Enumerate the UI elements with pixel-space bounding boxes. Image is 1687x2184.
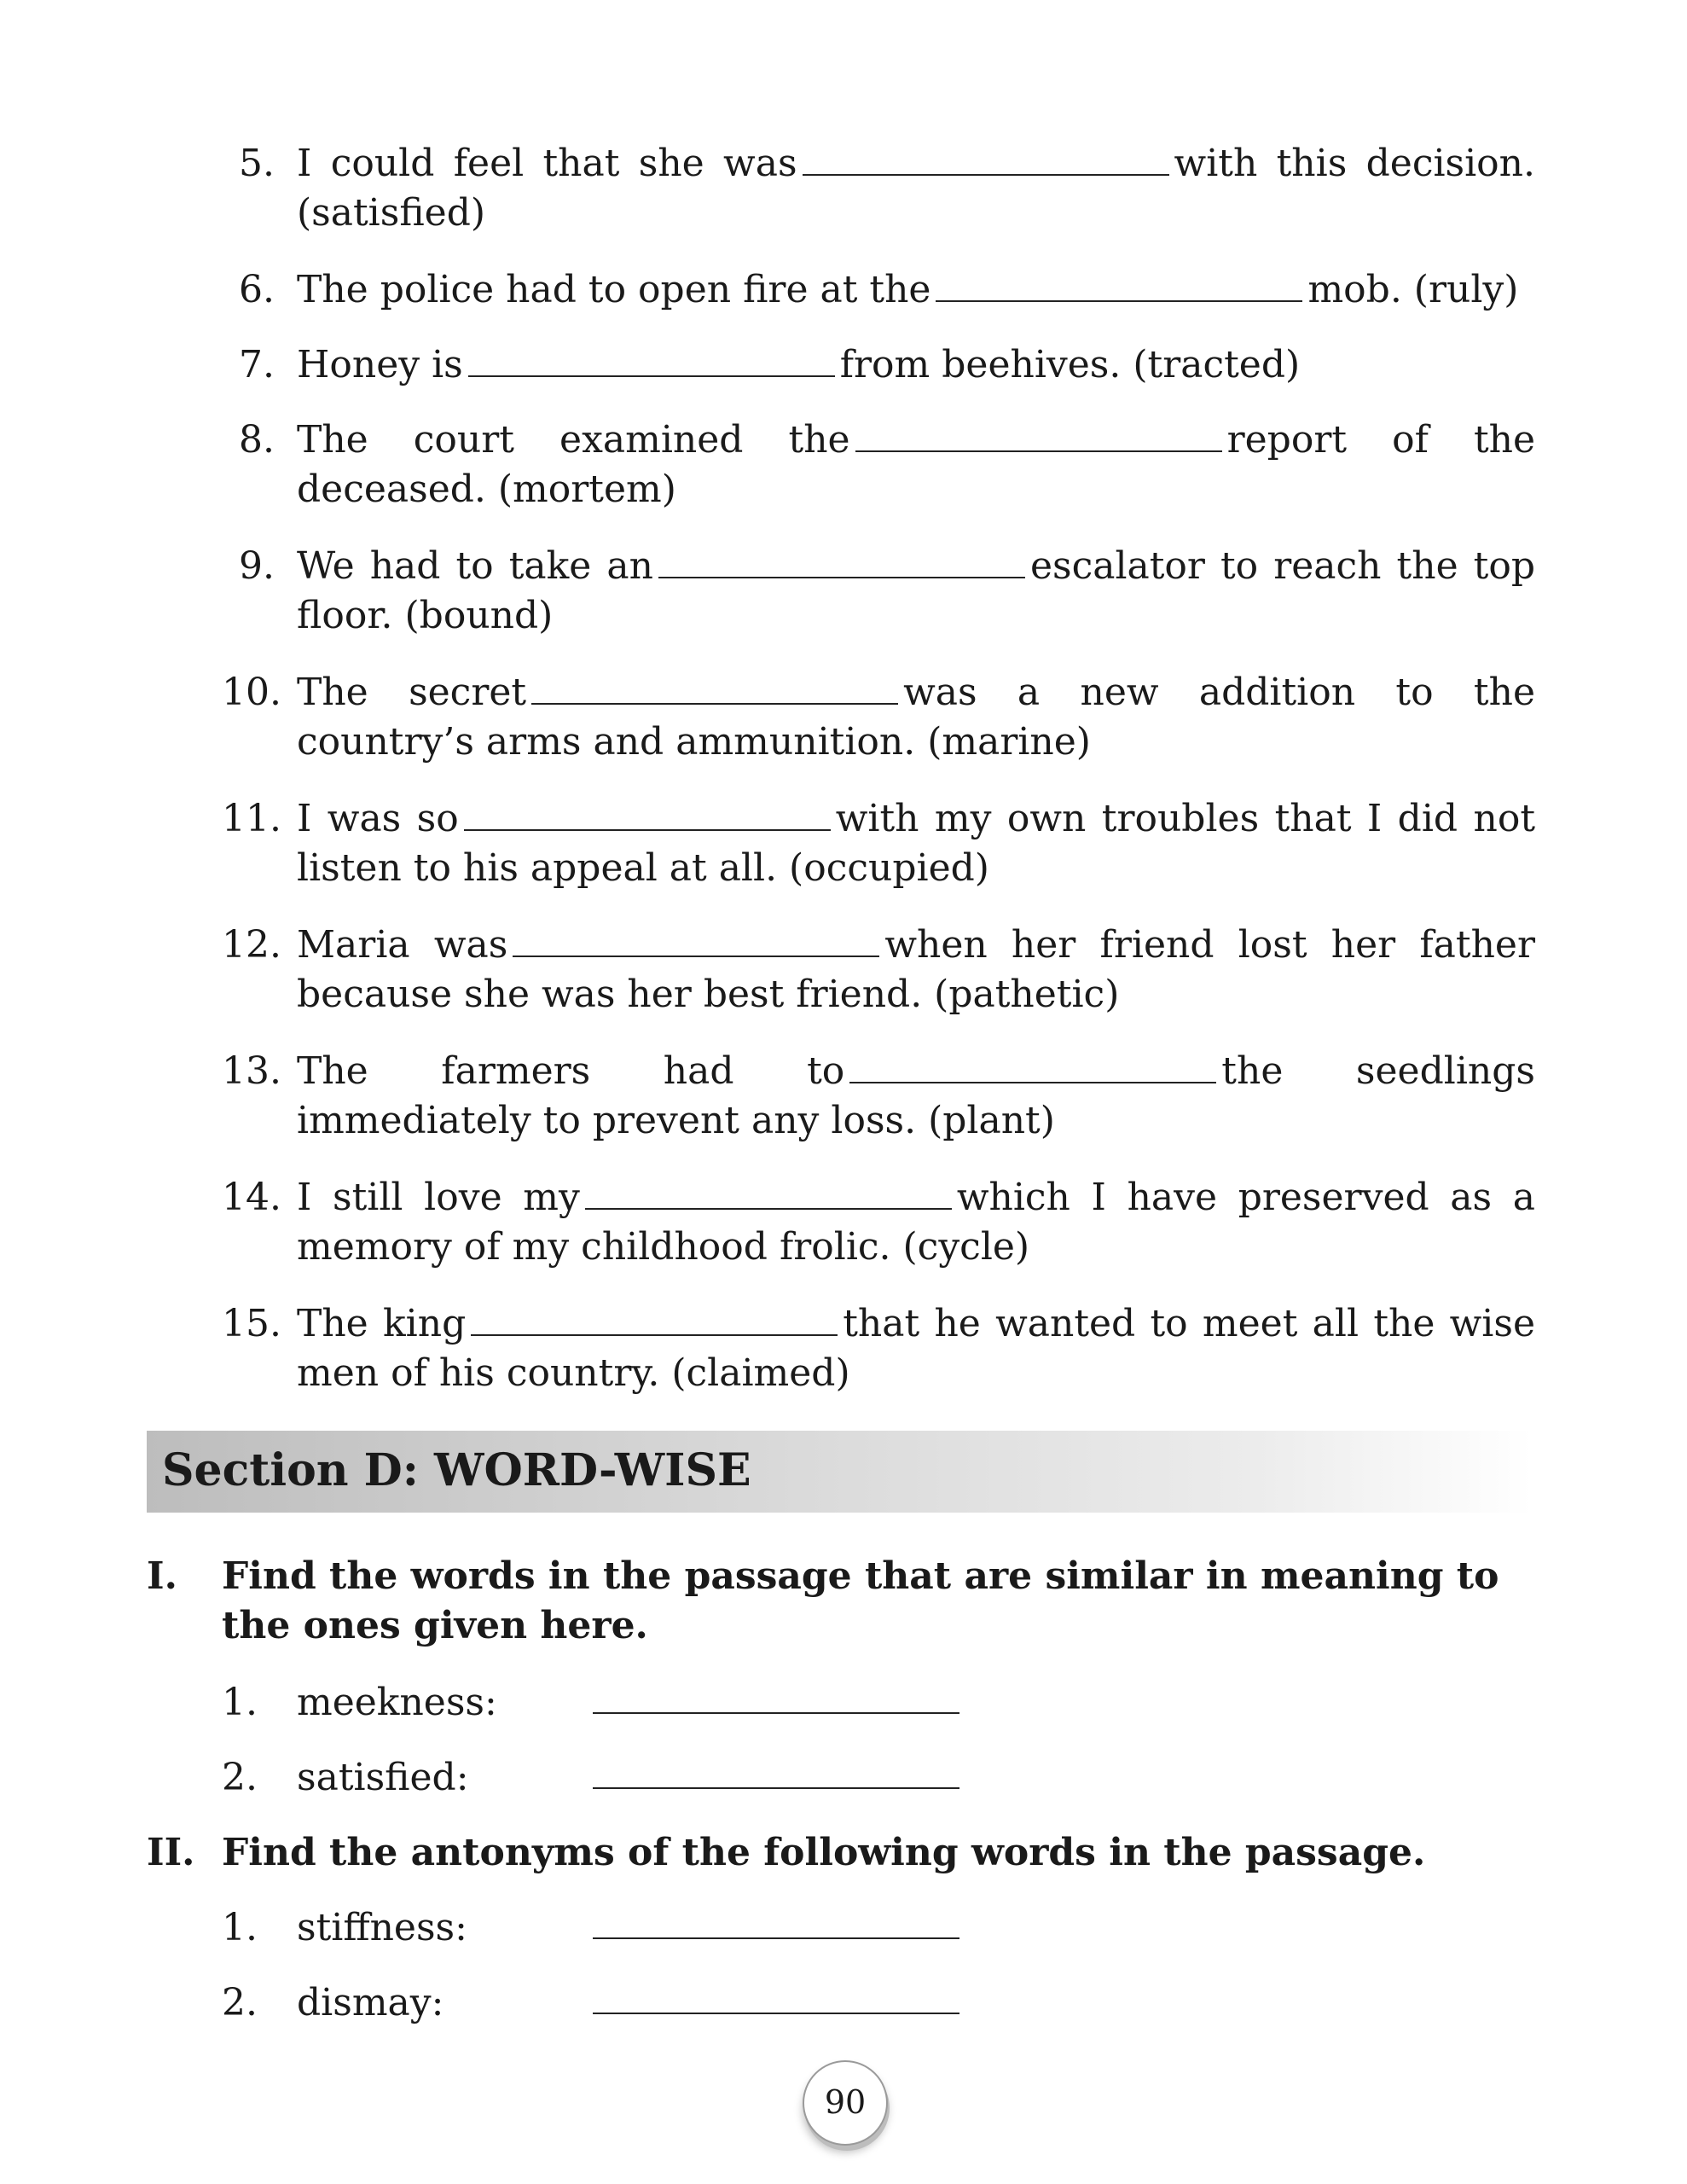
question-number: 9.: [239, 544, 275, 588]
question-text-before: The court examined the: [297, 418, 850, 462]
question-text-before: We had to take an: [297, 544, 653, 588]
question-10: [222, 668, 1535, 767]
question-text-after: which I have preserved as a memory of my childhood frolic. (cycle): [297, 1176, 1535, 1269]
question-8: [222, 415, 1535, 514]
item-number: 1.: [222, 1681, 258, 1724]
part-one-instruction: Find the words in the passage that are similar in meaning to the ones given here.: [222, 1554, 1499, 1647]
part-one-heading: [147, 1552, 1537, 1651]
question-text-before: Honey is: [297, 343, 463, 386]
question-14: [222, 1173, 1535, 1272]
item-number: 1.: [222, 1906, 258, 1949]
item-word: stiffness:: [297, 1906, 467, 1949]
part-one-numeral: I.: [147, 1554, 177, 1598]
answer-blank[interactable]: [855, 416, 1222, 452]
question-text-before: I could feel that she was: [297, 142, 797, 185]
question-text-after: escalator to reach the top floor. (bound): [297, 544, 1535, 637]
question-13: [222, 1047, 1535, 1146]
question-number: 11.: [222, 797, 281, 840]
question-number: 10.: [222, 671, 281, 714]
answer-blank[interactable]: [593, 1712, 959, 1714]
part-two-instruction: Find the antonyms of the following words in the passage.: [222, 1831, 1426, 1874]
question-15: [222, 1299, 1535, 1398]
answer-blank[interactable]: [593, 1937, 959, 1939]
question-text-after: mob. (ruly): [1307, 268, 1519, 311]
question-number: 7.: [239, 343, 275, 386]
answer-blank[interactable]: [593, 2013, 959, 2014]
question-text-before: The police had to open fire at the: [297, 268, 931, 311]
answer-blank[interactable]: [585, 1174, 952, 1210]
question-number: 5.: [239, 142, 275, 185]
question-text-before: I still love my: [297, 1176, 580, 1219]
question-number: 12.: [222, 923, 281, 967]
item-word: dismay:: [297, 1981, 444, 2024]
answer-blank[interactable]: [468, 341, 835, 377]
answer-blank[interactable]: [513, 921, 879, 957]
question-number: 8.: [239, 418, 275, 462]
section-header: [147, 1431, 1533, 1513]
question-text-before: The farmers had to: [297, 1049, 845, 1093]
question-text-after: that he wanted to meet all the wise men of his country. (claimed): [297, 1302, 1535, 1395]
answer-blank[interactable]: [471, 1300, 838, 1336]
question-number: 13.: [222, 1049, 281, 1093]
question-text-after: when her friend lost her father because she was her best friend. (pathetic): [297, 923, 1535, 1016]
question-7: [222, 340, 1535, 390]
question-text-after: with this decision. (satisfied): [297, 142, 1535, 235]
answer-blank[interactable]: [849, 1048, 1216, 1083]
question-9: [222, 542, 1535, 641]
item-number: 2.: [222, 1756, 258, 1799]
part-two-heading: [147, 1828, 1537, 1878]
item-word: satisfied:: [297, 1756, 469, 1799]
question-11: [222, 794, 1535, 893]
question-text-before: Maria was: [297, 923, 508, 967]
item-word: meekness:: [297, 1681, 497, 1724]
part-two-numeral: II.: [147, 1831, 195, 1874]
answer-blank[interactable]: [531, 669, 898, 705]
question-number: 15.: [222, 1302, 281, 1345]
question-text-before: I was so: [297, 797, 459, 840]
question-text-before: The king: [297, 1302, 467, 1345]
question-text-after: from beehives. (tracted): [839, 343, 1301, 386]
answer-blank[interactable]: [593, 1787, 959, 1789]
page-number: 90: [803, 2060, 888, 2146]
answer-blank[interactable]: [464, 795, 831, 831]
answer-blank[interactable]: [803, 140, 1169, 176]
answer-blank[interactable]: [936, 266, 1302, 302]
question-text-after: report of the deceased. (mortem): [297, 418, 1535, 511]
question-text-after: was a new addition to the country’s arms and ammunition. (marine): [297, 671, 1535, 764]
question-12: [222, 921, 1535, 1019]
question-text-before: The secret: [297, 671, 527, 714]
answer-blank[interactable]: [658, 543, 1025, 578]
section-title: Section D: WORD-WISE: [162, 1444, 751, 1496]
question-number: 6.: [239, 268, 275, 311]
question-number: 14.: [222, 1176, 281, 1219]
question-text-after: the seedlings immediately to prevent any loss. (plant): [297, 1049, 1535, 1142]
question-6: [222, 265, 1535, 315]
item-number: 2.: [222, 1981, 258, 2024]
question-5: [222, 139, 1535, 238]
question-text-after: with my own troubles that I did not listen to his appeal at all. (occupied): [297, 797, 1535, 890]
